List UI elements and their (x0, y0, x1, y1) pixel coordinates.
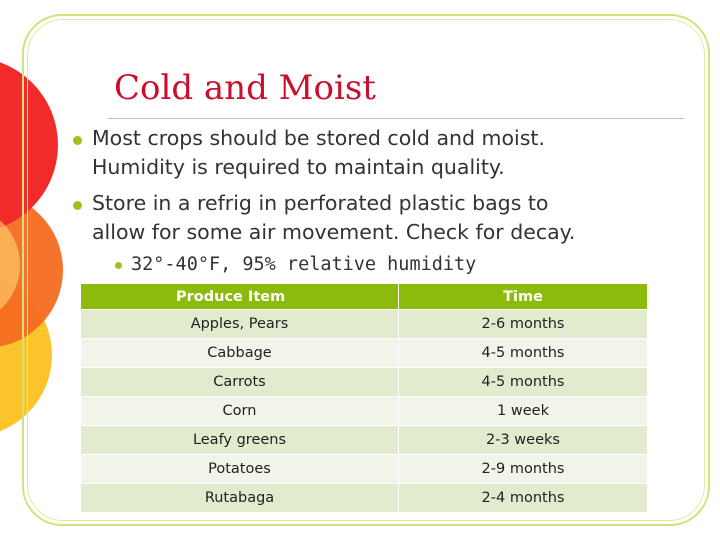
cell-time: 2-6 months (399, 310, 648, 339)
table-row (81, 397, 648, 426)
cell-produce: Leafy greens (81, 426, 399, 455)
header-produce-item: Produce Item (81, 284, 399, 310)
table-row (81, 339, 648, 368)
table-row (81, 426, 648, 455)
bullet-2-line-2: allow for some air movement. Check for decay. (92, 220, 576, 244)
bullet-1-line-2: Humidity is required to maintain quality. (92, 155, 505, 179)
cell-produce: Carrots (81, 368, 399, 397)
bullet-dot-icon (73, 136, 82, 145)
cell-time: 1 week (399, 397, 648, 426)
bullet-dot-icon (73, 201, 82, 210)
bullet-2-line-1: Store in a refrig in perforated plastic bags to (92, 191, 549, 215)
table-row (81, 310, 648, 339)
table-row (81, 455, 648, 484)
cell-time: 4-5 months (399, 339, 648, 368)
bullet-1-line-1: Most crops should be stored cold and moist. (92, 126, 545, 150)
table-row (81, 368, 648, 397)
cell-produce: Apples, Pears (81, 310, 399, 339)
storage-table (80, 283, 648, 513)
cell-produce: Potatoes (81, 455, 399, 484)
slide-title: Cold and Moist (114, 68, 376, 108)
cell-time: 4-5 months (399, 368, 648, 397)
title-underline (108, 118, 684, 119)
sub-bullet-dot-icon (115, 262, 122, 269)
cell-time: 2-3 weeks (399, 426, 648, 455)
header-time: Time (399, 284, 648, 310)
bullet-2 (92, 189, 575, 247)
cell-time: 2-9 months (399, 455, 648, 484)
sub-bullet (131, 252, 476, 278)
cell-produce: Cabbage (81, 339, 399, 368)
table-row (81, 484, 648, 513)
cell-time: 2-4 months (399, 484, 648, 513)
bullet-1 (92, 124, 545, 182)
sub-bullet-text: 32°-40°F, 95% relative humidity (131, 254, 477, 275)
table-header-row (81, 284, 648, 310)
cell-produce: Rutabaga (81, 484, 399, 513)
cell-produce: Corn (81, 397, 399, 426)
